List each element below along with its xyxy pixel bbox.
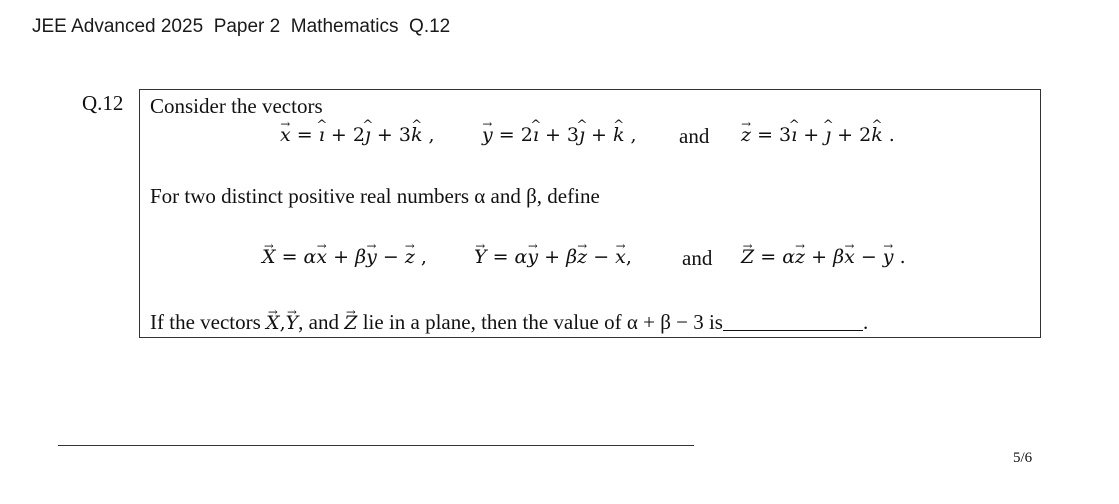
vector-capital-x-equation: → X = α→ x + β→ y − → z , — [262, 246, 427, 268]
final-text-end: . — [862, 310, 869, 334]
and-word-2: and — [682, 246, 713, 270]
question-box — [139, 89, 1041, 338]
vector-x-equation: → x = ^ ı + 2^ ȷ + 3^ k , — [280, 124, 435, 146]
vector-y-equation: → y = 2^ ı + 3^ ȷ + ^ k , — [482, 124, 637, 146]
define-text: For two distinct positive real numbers α and β, define — [150, 184, 600, 208]
final-text-suffix: lie in a plane, then the value of α + β − 3 is — [357, 310, 723, 334]
intro-text: Consider the vectors — [150, 94, 323, 118]
answer-blank[interactable] — [723, 309, 863, 331]
final-text-prefix: If the vectors — [150, 310, 267, 334]
vector-capital-y-equation: → Y = α→ y + β→ z − → x, — [474, 246, 632, 268]
final-text-mid: , and — [298, 310, 345, 334]
vector-z-equation: → z = 3^ ı + ^ ȷ + 2^ k . — [741, 124, 895, 146]
page-header-title: JEE Advanced 2025 Paper 2 Mathematics Q.12 — [32, 16, 451, 37]
page-number: 5/6 — [1013, 450, 1033, 466]
footer-divider — [58, 445, 694, 446]
question-number: Q.12 — [82, 91, 124, 115]
and-word-1: and — [679, 124, 710, 148]
vector-capital-z-equation: → Z = α→ z + β→ x − → y . — [741, 246, 906, 268]
final-question-text: If the vectors → X,→ Y, and → Z lie in a plane, then the value of α + β − 3 is . — [150, 309, 868, 335]
